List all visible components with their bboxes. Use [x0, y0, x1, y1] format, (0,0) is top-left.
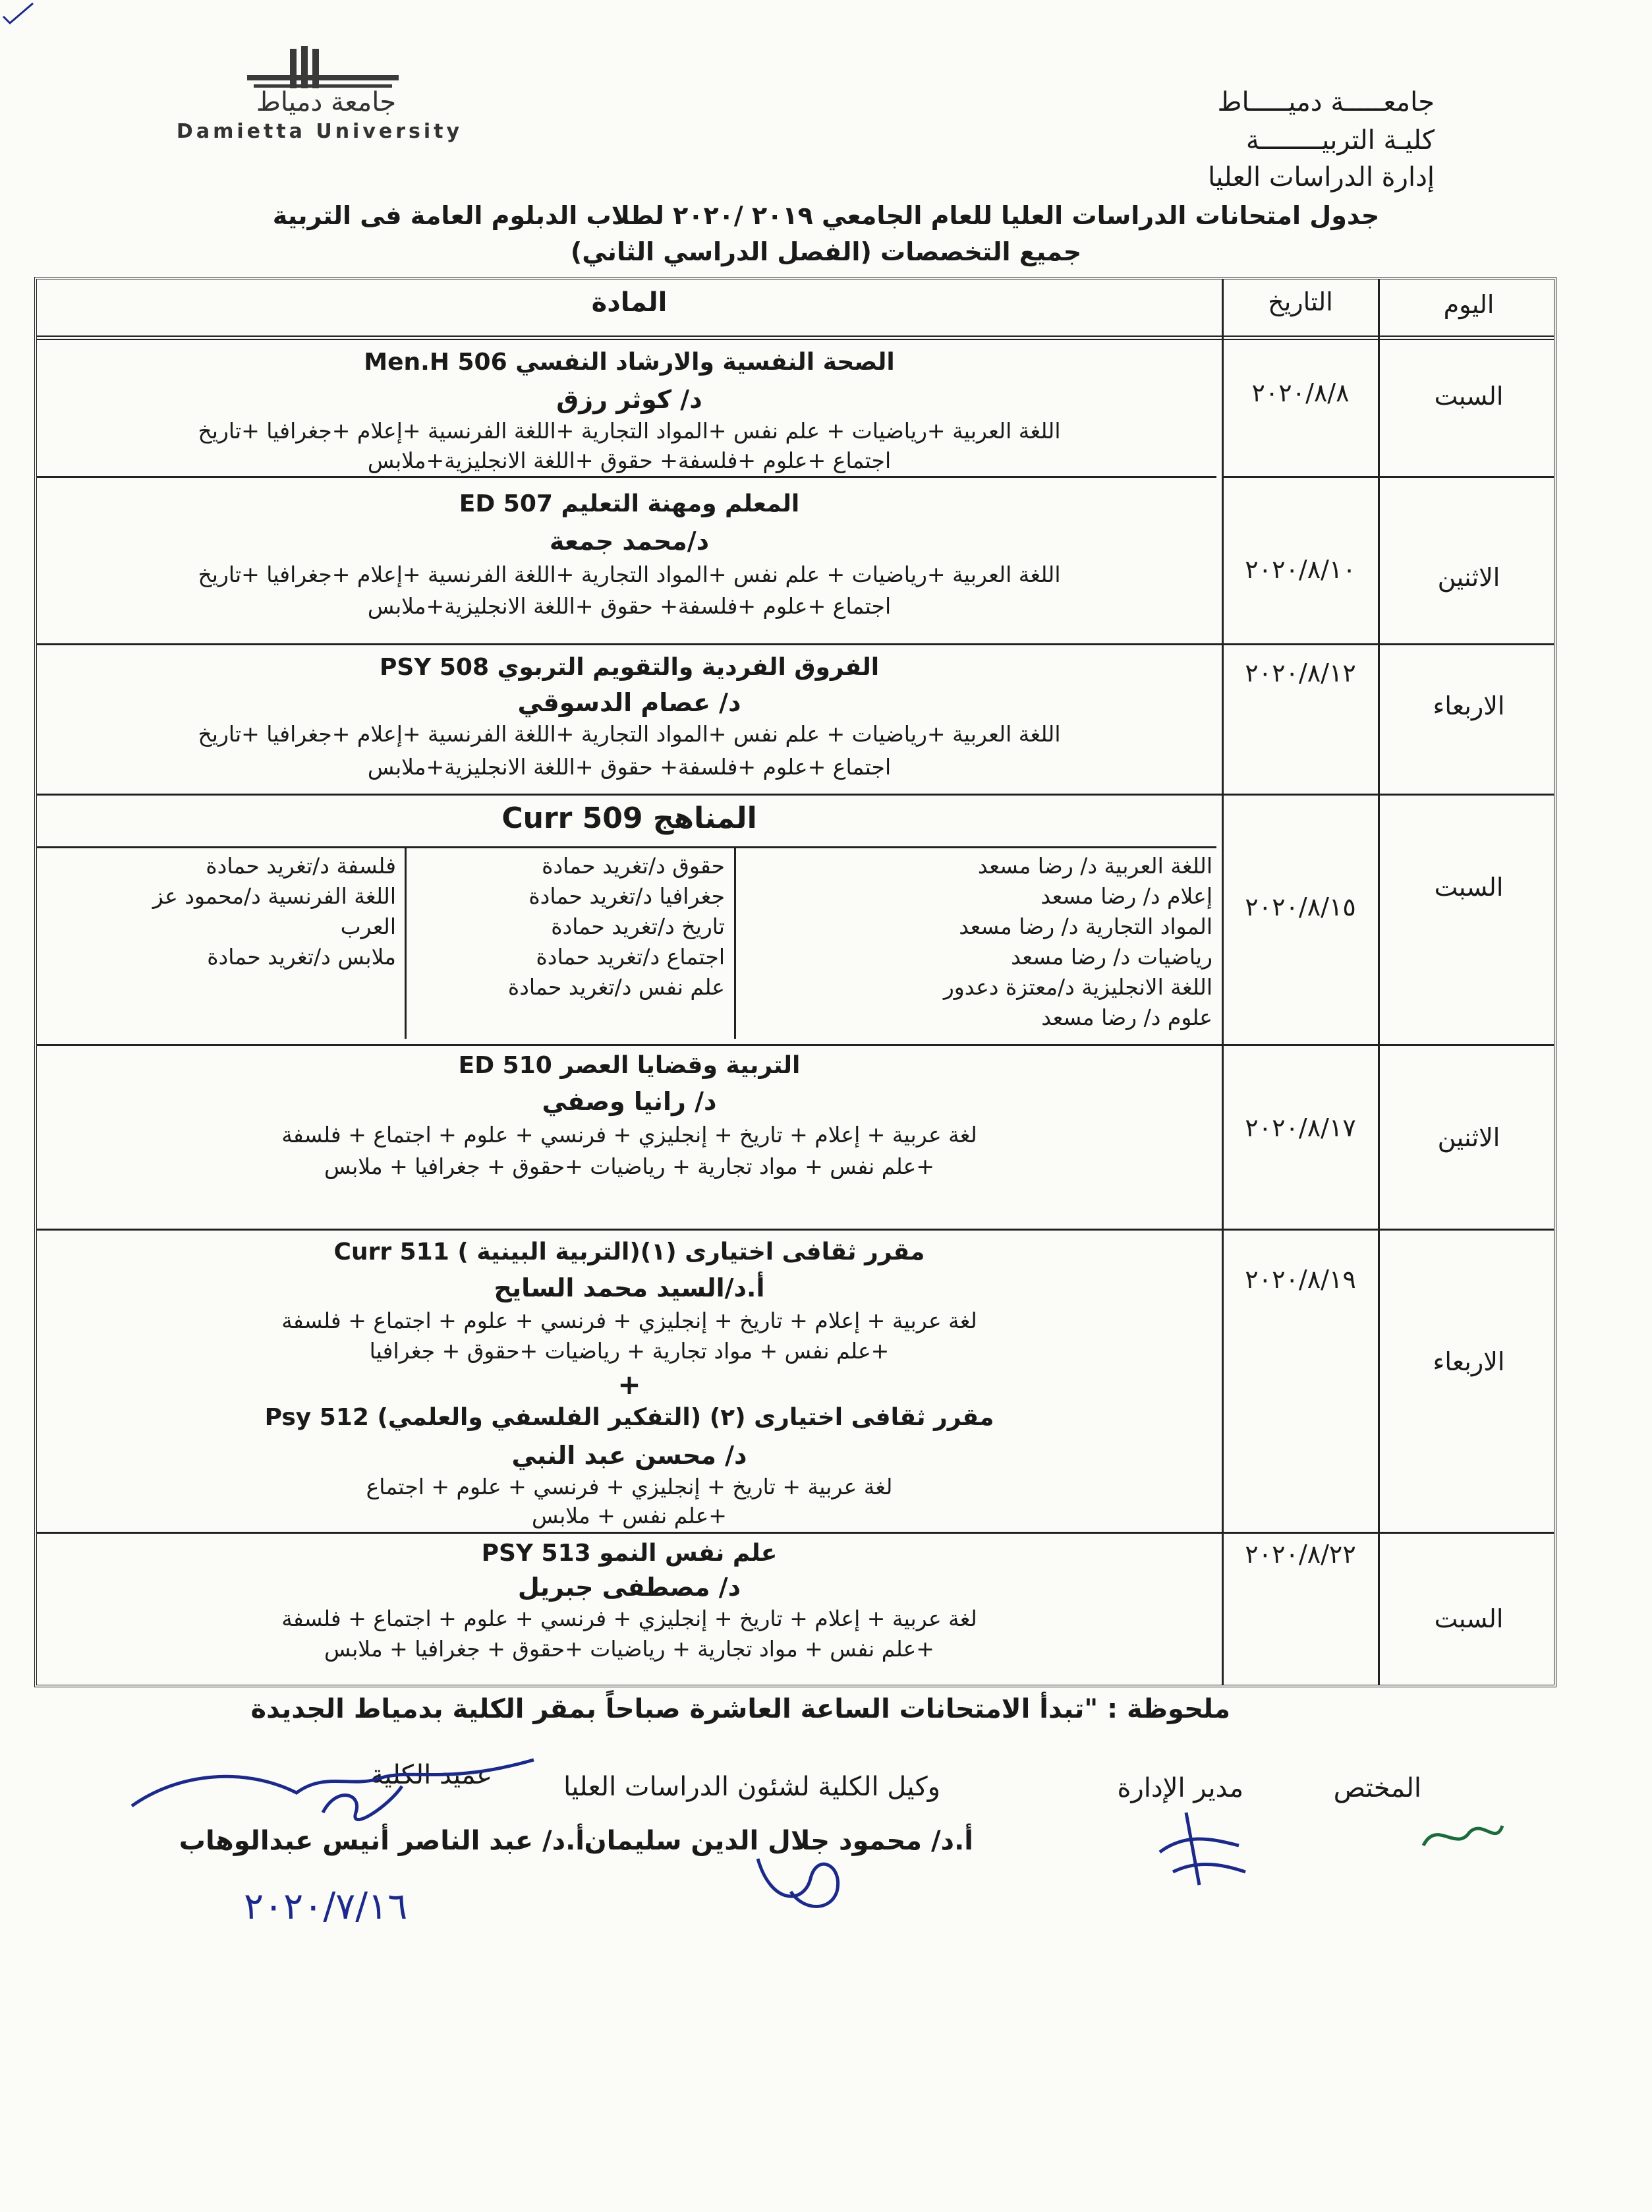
signature-vice-dean-title: وكيل الكلية لشئون الدراسات العليا	[563, 1772, 940, 1802]
signature-dean-name: أ.د/ عبد الناصر أنيس عبدالوهاب	[179, 1826, 584, 1856]
list-item: إعلام د/ رضا مسعد	[1040, 883, 1212, 909]
row-date: ٢٠٢٠/٨/١٧	[1245, 1113, 1356, 1142]
row-specializations: +علم نفس + ملابس	[532, 1503, 727, 1528]
list-item: حقوق د/تغريد حمادة	[542, 853, 725, 879]
curr509-column-2	[409, 853, 725, 1044]
subcolumn-divider	[734, 846, 736, 1039]
signature-vice-dean-name: أ.د/ محمود جلال الدين سليمان	[584, 1826, 973, 1856]
row-day: السبت	[1434, 873, 1504, 902]
page-title: جدول امتحانات الدراسات العليا للعام الجامعي ٢٠١٩ /٢٠٢٠ لطلاب الدبلوم العامة فى التربية	[272, 201, 1380, 230]
row-specializations: اللغة العربية +رياضيات + علم نفس +المواد التجارية +اللغة الفرنسية +إعلام +جغرافيا +تاريخ	[198, 562, 1061, 587]
column-header-subject: المادة	[591, 287, 668, 318]
row-divider	[37, 476, 1216, 478]
column-divider	[1378, 279, 1380, 1685]
row-divider	[37, 794, 1554, 796]
row-divider	[37, 1532, 1554, 1534]
curr509-column-3	[70, 853, 396, 1044]
row-specializations: اجتماع +علوم +فلسفة+ حقوق +اللغة الانجليزية+ملابس	[367, 754, 892, 780]
plus-sign: +	[617, 1368, 641, 1401]
list-item: اللغة العربية د/ رضا مسعد	[977, 853, 1212, 879]
row-divider	[1223, 476, 1554, 478]
logo-english-text: Damietta University	[176, 120, 463, 143]
header-faculty: كليـة التربيــــــــة	[1245, 125, 1435, 156]
list-item: تاريخ د/تغريد حمادة	[551, 914, 725, 939]
column-divider	[1222, 279, 1224, 1685]
row-specializations: لغة عربية + إعلام + تاريخ + إنجليزي + فرنسي + علوم + اجتماع + فلسفة	[281, 1606, 977, 1631]
row-specializations: لغة عربية + تاريخ + إنجليزي + فرنسي + علوم + اجتماع	[366, 1474, 893, 1499]
row-day: الاثنين	[1437, 563, 1500, 592]
row-course: المعلم ومهنة التعليم ED 507	[459, 490, 800, 517]
list-item: فلسفة د/تغريد حمادة	[206, 853, 396, 879]
logo-arabic-text: جامعة دمياط	[256, 87, 397, 117]
curr509-column-1	[738, 853, 1212, 1044]
row-course: الصحة النفسية والارشاد النفسي Men.H 506	[364, 349, 895, 376]
row-divider	[37, 1044, 1554, 1046]
row-specializations: اجتماع +علوم +فلسفة+ حقوق +اللغة الانجليزية+ملابس	[367, 593, 892, 619]
list-item: ملابس د/تغريد حمادة	[207, 944, 396, 970]
row-course-secondary: مقرر ثقافى اختيارى (٢) (التفكير الفلسفي والعلمي) Psy 512	[264, 1404, 994, 1431]
column-header-day: اليوم	[1443, 290, 1495, 319]
row-date: ٢٠٢٠/٨/١٩	[1245, 1265, 1356, 1294]
exam-schedule-table	[34, 277, 1556, 1687]
row-course: علم نفس النمو PSY 513	[481, 1540, 778, 1567]
row-date: ٢٠٢٠/٨/١٠	[1245, 555, 1356, 584]
header-divider	[37, 335, 1554, 340]
row-specializations: لغة عربية + إعلام + تاريخ + إنجليزي + فرنسي + علوم + اجتماع + فلسفة	[281, 1122, 977, 1148]
row-course: مقرر ثقافى اختيارى (١)(التربية البينية ) Curr 511	[333, 1238, 925, 1266]
manager-signature-scribble-icon	[1147, 1806, 1252, 1892]
vice-dean-signature-scribble-icon	[745, 1839, 876, 1918]
row-professor: د/ مصطفى جبريل	[517, 1573, 741, 1602]
subcolumn-divider	[405, 846, 407, 1039]
row-date: ٢٠٢٠/٨/١٥	[1245, 892, 1356, 921]
header-department: إدارة الدراسات العليا	[1208, 162, 1435, 192]
row-specializations: +علم نفس + مواد تجارية + رياضيات +حقوق + جغرافيا + ملابس	[324, 1153, 934, 1179]
row-professor: د/محمد جمعة	[549, 527, 710, 556]
signature-manager-title: مدير الإدارة	[1117, 1773, 1243, 1803]
signature-dean-title: عميد الكلية	[370, 1760, 492, 1790]
row-specializations: لغة عربية + إعلام + تاريخ + إنجليزي + فرنسي + علوم + اجتماع + فلسفة	[281, 1308, 977, 1333]
row-professor: د/ عصام الدسوقي	[517, 688, 741, 717]
row-day: السبت	[1434, 1604, 1504, 1633]
row-course: التربية وقضايا العصر ED 510	[458, 1052, 801, 1079]
row-day: السبت	[1434, 382, 1504, 411]
list-item: جغرافيا د/تغريد حمادة	[528, 883, 725, 909]
row-specializations: اللغة العربية +رياضيات + علم نفس +المواد التجارية +اللغة الفرنسية +إعلام +جغرافيا +تاريخ	[198, 721, 1061, 747]
list-item: المواد التجارية د/ رضا مسعد	[959, 914, 1212, 939]
row-specializations: اللغة العربية +رياضيات + علم نفس +المواد التجارية +اللغة الفرنسية +إعلام +جغرافيا +تاريخ	[198, 418, 1061, 444]
list-item: اللغة الانجليزية د/معتزة دعدور	[943, 974, 1212, 1000]
row-professor: أ.د/السيد محمد السايح	[494, 1273, 765, 1302]
row-divider	[37, 643, 1554, 645]
list-item: اجتماع د/تغريد حمادة	[536, 944, 725, 970]
university-logo	[175, 46, 465, 152]
specialist-signature-scribble-icon	[1417, 1806, 1509, 1865]
check-mark-icon	[0, 0, 40, 26]
list-item: العرب	[340, 914, 396, 939]
row-date: ٢٠٢٠/٨/١٢	[1245, 658, 1356, 687]
signature-specialist-title: المختص	[1333, 1773, 1421, 1803]
dean-signature-scribble-icon	[125, 1747, 547, 1846]
list-item: اللغة الفرنسية د/محمود عز	[152, 883, 396, 909]
list-item: علوم د/ رضا مسعد	[1041, 1004, 1212, 1030]
row-date: ٢٠٢٠/٨/٨	[1251, 378, 1350, 407]
row-professor: د/ كوثر رزق	[556, 385, 702, 414]
column-header-date: التاريخ	[1268, 287, 1333, 316]
row-day: الاثنين	[1437, 1123, 1500, 1152]
row-specializations: +علم نفس + مواد تجارية + رياضيات +حقوق + جغرافيا + ملابس	[324, 1636, 934, 1662]
row-date: ٢٠٢٠/٨/٢٢	[1245, 1540, 1356, 1569]
row-professor: د/ رانيا وصفي	[542, 1087, 717, 1116]
row-day: الاربعاء	[1433, 1347, 1505, 1376]
list-item: علم نفس د/تغريد حمادة	[507, 974, 725, 1000]
row-divider	[37, 846, 1216, 848]
row-specializations: +علم نفس + مواد تجارية + رياضيات +حقوق + جغرافيا	[369, 1338, 890, 1364]
header-university: جامعـــــة دميـــــاط	[1217, 87, 1435, 117]
row-divider	[37, 1229, 1554, 1231]
exam-time-note: ملحوظة : "تبدأ الامتحانات الساعة العاشرة صباحاً بمقر الكلية بدمياط الجديدة	[250, 1694, 1230, 1724]
signature-dean-date: ٢٠٢٠/٧/١٦	[244, 1885, 408, 1928]
list-item: رياضيات د/ رضا مسعد	[1011, 944, 1212, 970]
row-course: الفروق الفردية والتقويم التربوي PSY 508	[379, 654, 880, 681]
row-course: المناهج Curr 509	[501, 801, 757, 835]
row-professor-secondary: د/ محسن عبد النبي	[511, 1441, 747, 1470]
page-subtitle: جميع التخصصات (الفصل الدراسي الثاني)	[570, 237, 1082, 266]
row-day: الاربعاء	[1433, 691, 1505, 720]
row-specializations: اجتماع +علوم +فلسفة+ حقوق +اللغة الانجليزية+ملابس	[367, 448, 892, 473]
